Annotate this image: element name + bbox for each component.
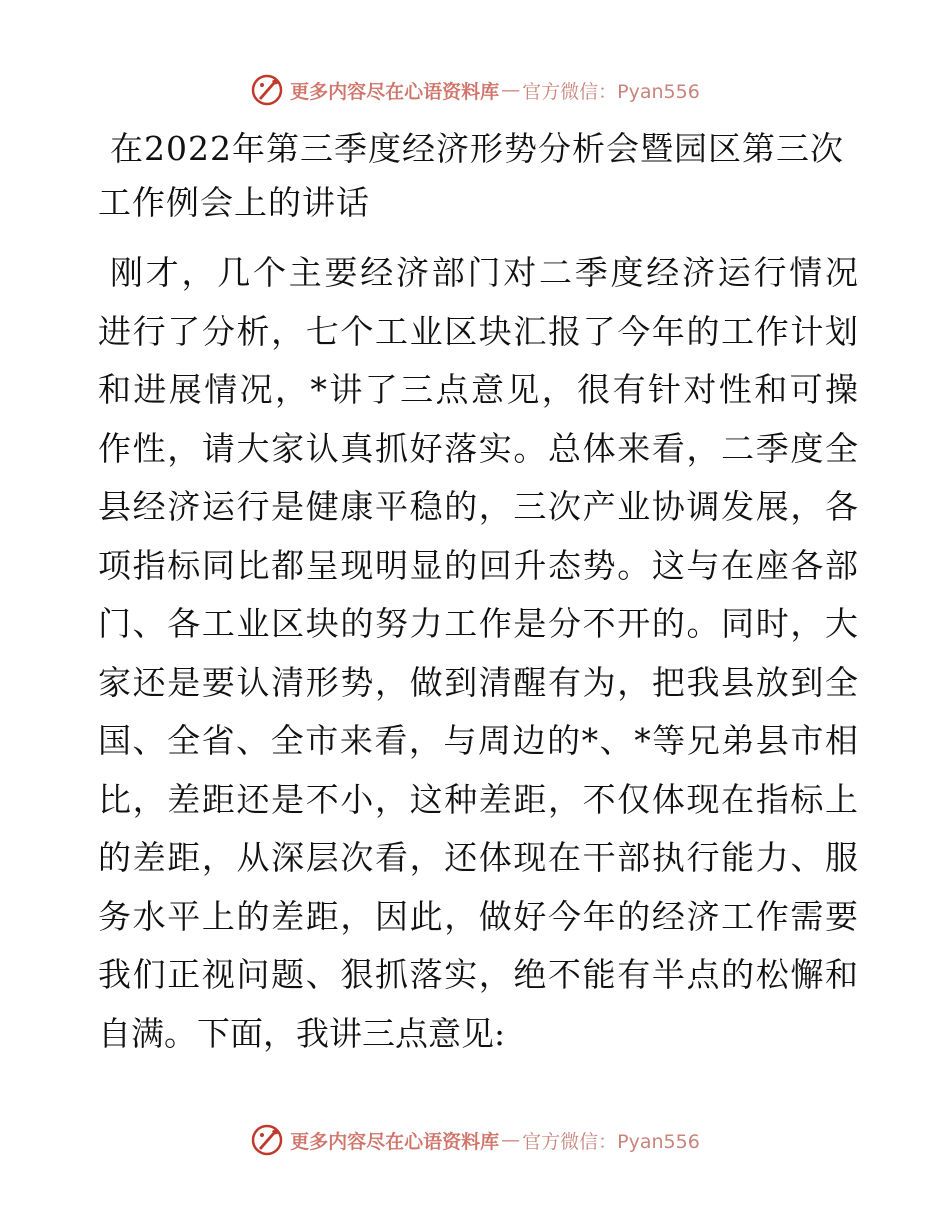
body-line: 项指标同比都呈现明显的回升态势。这与在座各部 [98,545,858,585]
promo-text: 更多内容尽在心语资料库 [290,1130,500,1153]
body-line: 自满。下面，我讲三点意见: [98,1013,506,1053]
banner-separator: — [501,1129,521,1151]
body-line: 进行了分析，七个工业区块汇报了今年的工作计划 [98,311,858,351]
contact-text: 官方微信：Pyan556 [522,1130,700,1153]
body-line: 作性，请大家认真抓好落实。总体来看，二季度全 [98,428,858,468]
body-line: 和进展情况，*讲了三点意见，很有针对性和可操 [98,370,858,409]
body-line: 我们正视问题、狠抓落实，绝不能有半点的松懈和 [98,955,858,994]
body-line: 刚才，几个主要经济部门对二季度经济运行情况 [110,253,858,292]
promo-text: 更多内容尽在心语资料库 [290,80,500,103]
title-line-2: 工作例会上的讲话 [98,183,370,222]
body-line: 比，差距还是不小，这种差距，不仅体现在指标上 [98,779,858,819]
body-line: 务水平上的差距，因此，做好今年的经济工作需要 [98,896,858,936]
body-paragraph [98,244,858,1063]
body-line: 家还是要认清形势，做到清醒有为，把我县放到全 [98,662,858,702]
document-title [98,122,858,230]
body-line: 县经济运行是健康平稳的，三次产业协调发展，各 [98,487,858,526]
footer-banner [0,1120,950,1160]
banner-separator: — [501,79,521,101]
contact-text: 官方微信：Pyan556 [522,80,700,103]
quill-logo-icon [250,73,284,107]
body-line: 国、全省、全市来看，与周边的*、*等兄弟县市相 [98,721,858,760]
quill-logo-icon [250,1123,284,1157]
body-line: 的差距，从深层次看，还体现在干部执行能力、服 [98,838,858,877]
title-line-1: 在2022年第三季度经济形势分析会暨园区第三次 [110,129,844,168]
body-line: 门、各工业区块的努力工作是分不开的。同时，大 [98,604,858,643]
header-banner [0,70,950,110]
